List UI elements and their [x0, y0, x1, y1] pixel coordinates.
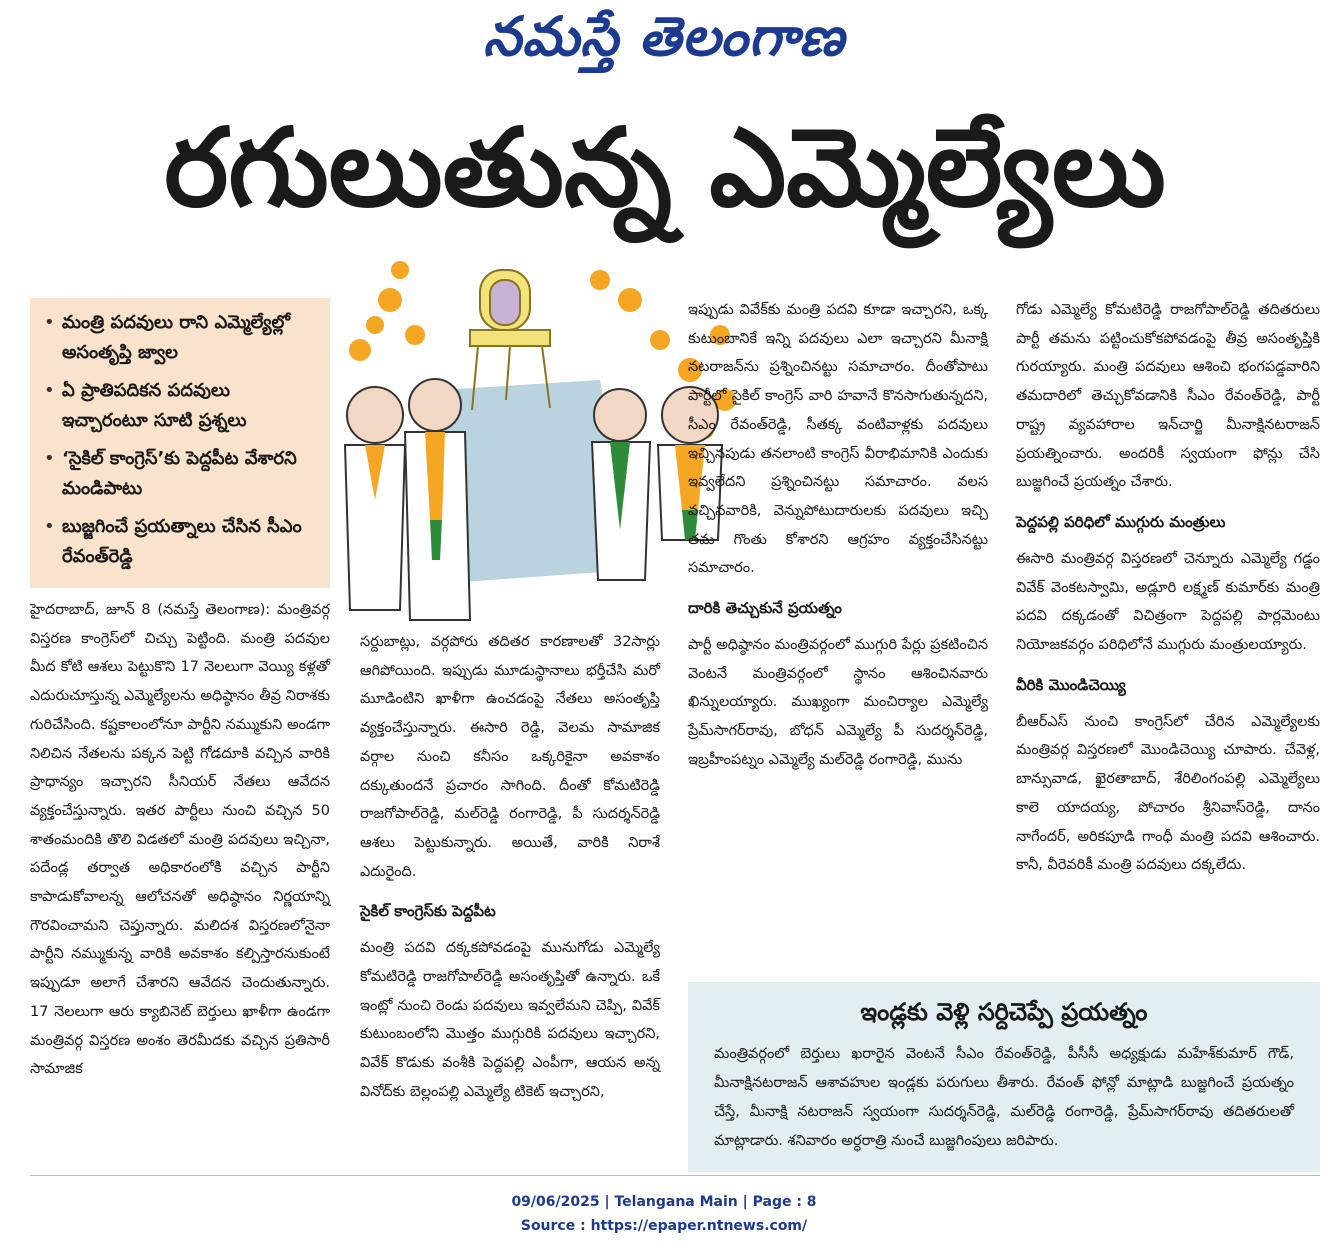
article-paragraph: హైదరాబాద్, జూన్ 8 (నమస్తే తెలంగాణ): మంత్రివర్గ విస్తరణ కాంగ్రెస్‌లో చిచ్చు పెట్టింది. మంత్రి పదవుల మీద కోటి ఆశలు పెట్టుకొని 17 నెలలుగా వెయ్యి కళ్లతో ఎదురుచూస్తున్న ఎమ్మెల్యేలను అధిష్ఠానం తీవ్ర నిరాశకు గురిచేసింది. కష్టకాలంలోనూ పార్టీని నమ్ముకుని అండగా నిలిచిన నేతలను పక్కన పెట్టి గోడదూకి వచ్చిన వారికి ప్రాధాన్యం ఇచ్చారని సీనియర్ నేతలు ఆవేదన వ్యక్తంచేస్తున్నారు. ఇతర పార్టీలు నుంచి వచ్చిన 50 శాతంమందికి తొలి విడతలో మంత్రి పదవులు ఇచ్చినా, పదేండ్ల తర్వాత అధికారంలోకి వచ్చిన పార్టీని కాపాడుకోవాలన్న ఆలోచనతో అధిష్ఠానం నిర్ణయాన్ని గౌరవించామని చెప్తున్నారు. మలిదశ విస్తరణలోనైనా పార్టీని నమ్ముకున్న వారికి అవకాశం కల్పిస్తారనుకుంటే ఇప్పుడూ అలాగే చేశారని ఆవేదన చెందుతున్నారు. 17 నెలలుగా ఆరు క్యాబినెట్ బెర్తులు ఖాళీగా ఉండగా మంత్రివర్గ విస్తరణ అంశం తెరమీదకు వచ్చిన ప్రతిసారీ సామాజిక: [30, 602, 330, 1078]
sidebar-box: [688, 982, 1320, 1172]
bullet-icon: •: [44, 516, 55, 537]
cartoon-illustration: [330, 240, 750, 630]
highlight-item: [44, 512, 320, 572]
article-column-2: [360, 628, 660, 1107]
bullet-icon: •: [44, 448, 55, 469]
headline: రగులుతున్న ఎమ్మెల్యేలు: [164, 106, 1166, 231]
article-paragraph: ఈసారి మంత్రివర్గ విస్తరణలో చెన్నూరు ఎమ్మెల్యే గడ్డం వివేక్ వెంకటస్వామి, అడ్లూరి లక్ష్మణ్ కుమార్‌కు మంత్రి పదవి దక్కడంతో విచిత్రంగా పెద్దపల్లి పార్లమెంటు నియోజకవర్గం పరిధిలోనే ముగ్గురు మంత్రులయ్యారు.: [1016, 550, 1320, 654]
article-paragraph: మంత్రి పదవి దక్కకపోవడంపై మునుగోడు ఎమ్మెల్యే కోమటిరెడ్డి రాజగోపాల్‌రెడ్డి అసంతృప్తితో ఉన్నారు. ఒకే ఇంట్లో నుంచి రెండు పదవులు ఇవ్వలేమని చెప్పి, వివేక్ కుటుంబంలోని మొత్తం ముగ్గురికి పదవులు ఇచ్చారని, వివేక్ కొడుకు వంశీకి పెద్దపల్లి ఎంపీగా, ఆయన అన్న వినోద్‌కు బెల్లంపల్లి ఎమ్మెల్యే టికెట్ ఇచ్చారని,: [360, 940, 660, 1100]
footer-edition-info: 09/06/2025 | Telangana Main | Page : 8: [511, 1194, 817, 1210]
bullet-icon: •: [44, 380, 55, 401]
masthead-logo: నమస్తే తెలంగాణ: [483, 4, 845, 68]
bullet-icon: •: [44, 312, 55, 333]
highlight-text: బుజ్జగించే ప్రయత్నాలు చేసిన సీఎం రేవంత్‌రెడ్డి: [62, 516, 302, 567]
section-subheading: దారికి తెచ్చుకునే ప్రయత్నం: [688, 599, 842, 618]
box-body: మంత్రివర్గంలో బెర్తులు ఖరారైన వెంటనే సీఎం రేవంత్‌రెడ్డి, పీసీసీ అధ్యక్షుడు మహేశ్‌కుమార్ గౌడ్, మీనాక్షినటరాజన్ ఆశావహుల ఇండ్లకు పరుగులు తీశారు. రేవంత్ ఫోన్లో మాట్లాడి బుజ్జగించే ప్రయత్నం చేస్తే, మీనాక్షి నటరాజన్ స్వయంగా సుదర్శన్‌రెడ్డి, మల్‌రెడ్డి రంగారెడ్డి, ప్రేమ్‌సాగర్‌రావు తదితరులతో మాట్లాడారు. శనివారం అర్ధరాత్రి నుంచే బుజ్జగింపులు జరిపారు.: [714, 1046, 1294, 1149]
article-paragraph: బీఆర్‌ఎస్ నుంచి కాంగ్రెస్‌లో చేరిన ఎమ్మెల్యేలకు మంత్రివర్గ విస్తరణలో మొండిచెయ్యి చూపారు. చేవెళ్ల, బాన్సువాడ, ఖైరతాబాద్, శేరిలింగంపల్లి ఎమ్మెల్యేలు కాలె యాదయ్య, పోచారం శ్రీనివాస్‌రెడ్డి, దానం నాగేందర్, అరికపూడి గాంధీ మంత్రి పదవి ఆశించారు. కానీ, వీరెవరికీ మంత్రి పదవులు దక్కలేదు.: [1016, 713, 1320, 874]
article-column-3: [688, 296, 988, 775]
highlight-text: ఏ ప్రాతిపదికన పదవులు ఇచ్చారంటూ సూటి ప్రశ్నలు: [62, 380, 247, 431]
article-column-4: [1016, 296, 1320, 880]
article-column-1: [30, 596, 330, 1084]
politician-figure-center-right: [592, 389, 650, 580]
footer-source-link[interactable]: Source : https://epaper.ntnews.com/: [520, 1218, 808, 1234]
section-subheading: సైకిల్ కాంగ్రెస్‌కు పెద్దపీట: [360, 902, 496, 921]
article-paragraph: పార్టీ అధిష్ఠానం మంత్రివర్గంలో ముగ్గురి పేర్లు ప్రకటించిన వెంటనే మంత్రివర్గంలో స్థానం ఆశించినవారు ఖిన్నులయ్యారు. ముఖ్యంగా మంచిర్యాల ఎమ్మెల్యే ప్రేమ్‌సాగర్‌రావు, బోధన్ ఎమ్మెల్యే పీ సుదర్శన్‌రెడ్డి, ఇబ్రహీంపట్నం ఎమ్మెల్యే మల్‌రెడ్డి రంగారెడ్డి, మును: [688, 637, 988, 768]
highlights-box: [30, 298, 330, 588]
footer-divider: [30, 1175, 1320, 1176]
politician-figure-left: [345, 387, 405, 610]
footer: [0, 1190, 1328, 1238]
highlight-item: [44, 376, 320, 436]
section-subheading: పెద్దపల్లి పరిధిలో ముగ్గురు మంత్రులు: [1016, 512, 1226, 531]
section-subheading: వీరికి మొండిచెయ్యి: [1016, 675, 1126, 694]
article-paragraph: సర్దుబాట్లు, వర్గపోరు తదితర కారణాలతో 32సార్లు ఆగిపోయింది. ఇప్పుడు మూడుస్థానాలు భర్తీచేసి మరో మూడింటిని ఖాళీగా ఉంచడంపై నేతలు అసంతృప్తి వ్యక్తంచేస్తున్నారు. ఈసారి రెడ్డి, వెలమ సామాజిక వర్గాల నుంచి కనీసం ఒక్కరికైనా అవకాశం దక్కుతుందనే ప్రచారం సాగింది. దీంతో కోమటిరెడ్డి రాజగోపాల్‌రెడ్డి, మల్‌రెడ్డి రంగారెడ్డి, పీ సుదర్శన్‌రెడ్డి ఆశలు పెట్టుకున్నారు. అయితే, వారికి నిరాశే ఎదురైంది.: [360, 634, 660, 880]
article-paragraph: గోడు ఎమ్మెల్యే కోమటిరెడ్డి రాజగోపాల్‌రెడ్డి తదితరులు పార్టీ తమను పట్టించుకోకపోవడంపై తీవ్ర అసంతృప్తికి గురయ్యారు. మంత్రి పదవులు ఆశించి భంగపడ్డవారిని తమదారిలో తెచ్చుకోవడానికి సీఎం రేవంత్‌రెడ్డి, పార్టీ రాష్ట్ర వ్యవహారాల ఇన్‌చార్జి మీనాక్షినటరాజన్ ప్రయత్నించారు. అందరికీ స్వయంగా ఫోన్లు చేసి బుజ్జగించే ప్రయత్నం చేశారు.: [1016, 302, 1320, 491]
highlight-item: [44, 308, 320, 368]
highlight-text: మంత్రి పదవులు రాని ఎమ్మెల్యేల్లో అసంతృప్తి జ్వాల: [62, 312, 291, 363]
article-paragraph: ఇప్పుడు వివేక్‌కు మంత్రి పదవి కూడా ఇచ్చారని, ఒక్క కుటుంబానికే ఇన్ని పదవులు ఎలా ఇచ్చారని మీనాక్షి నటరాజన్‌ను ప్రశ్నించినట్టు సమాచారం. దీంతోపాటు పార్టీలో సైకిల్ కాంగ్రెస్ వారి హవానే కొనసాగుతున్నదని, సీఎం రేవంత్‌రెడ్డి, సీతక్క వంటివాళ్లకు పదవులు ఇచ్చినపుడు తనలాంటి కాంగ్రెస్ వీరాభిమానికి ఎందుకు ఇవ్వలేదని ప్రశ్నించినట్టు సమాచారం. వలస వచ్చినవారికి, వెన్నుపోటుదారులకు పదవులు ఇచ్చి తమ గొంతు కోశారని ఆగ్రహం వ్యక్తంచేసినట్టు సమాచారం.: [688, 302, 988, 577]
highlight-item: [44, 444, 320, 504]
box-title: ఇండ్లకు వెళ్లి సర్దిచెప్పే ప్రయత్నం: [860, 998, 1148, 1026]
highlight-text: ‘సైకిల్ కాంగ్రెస్’కు పెద్దపీట వేశారని మండిపాటు: [62, 448, 297, 499]
